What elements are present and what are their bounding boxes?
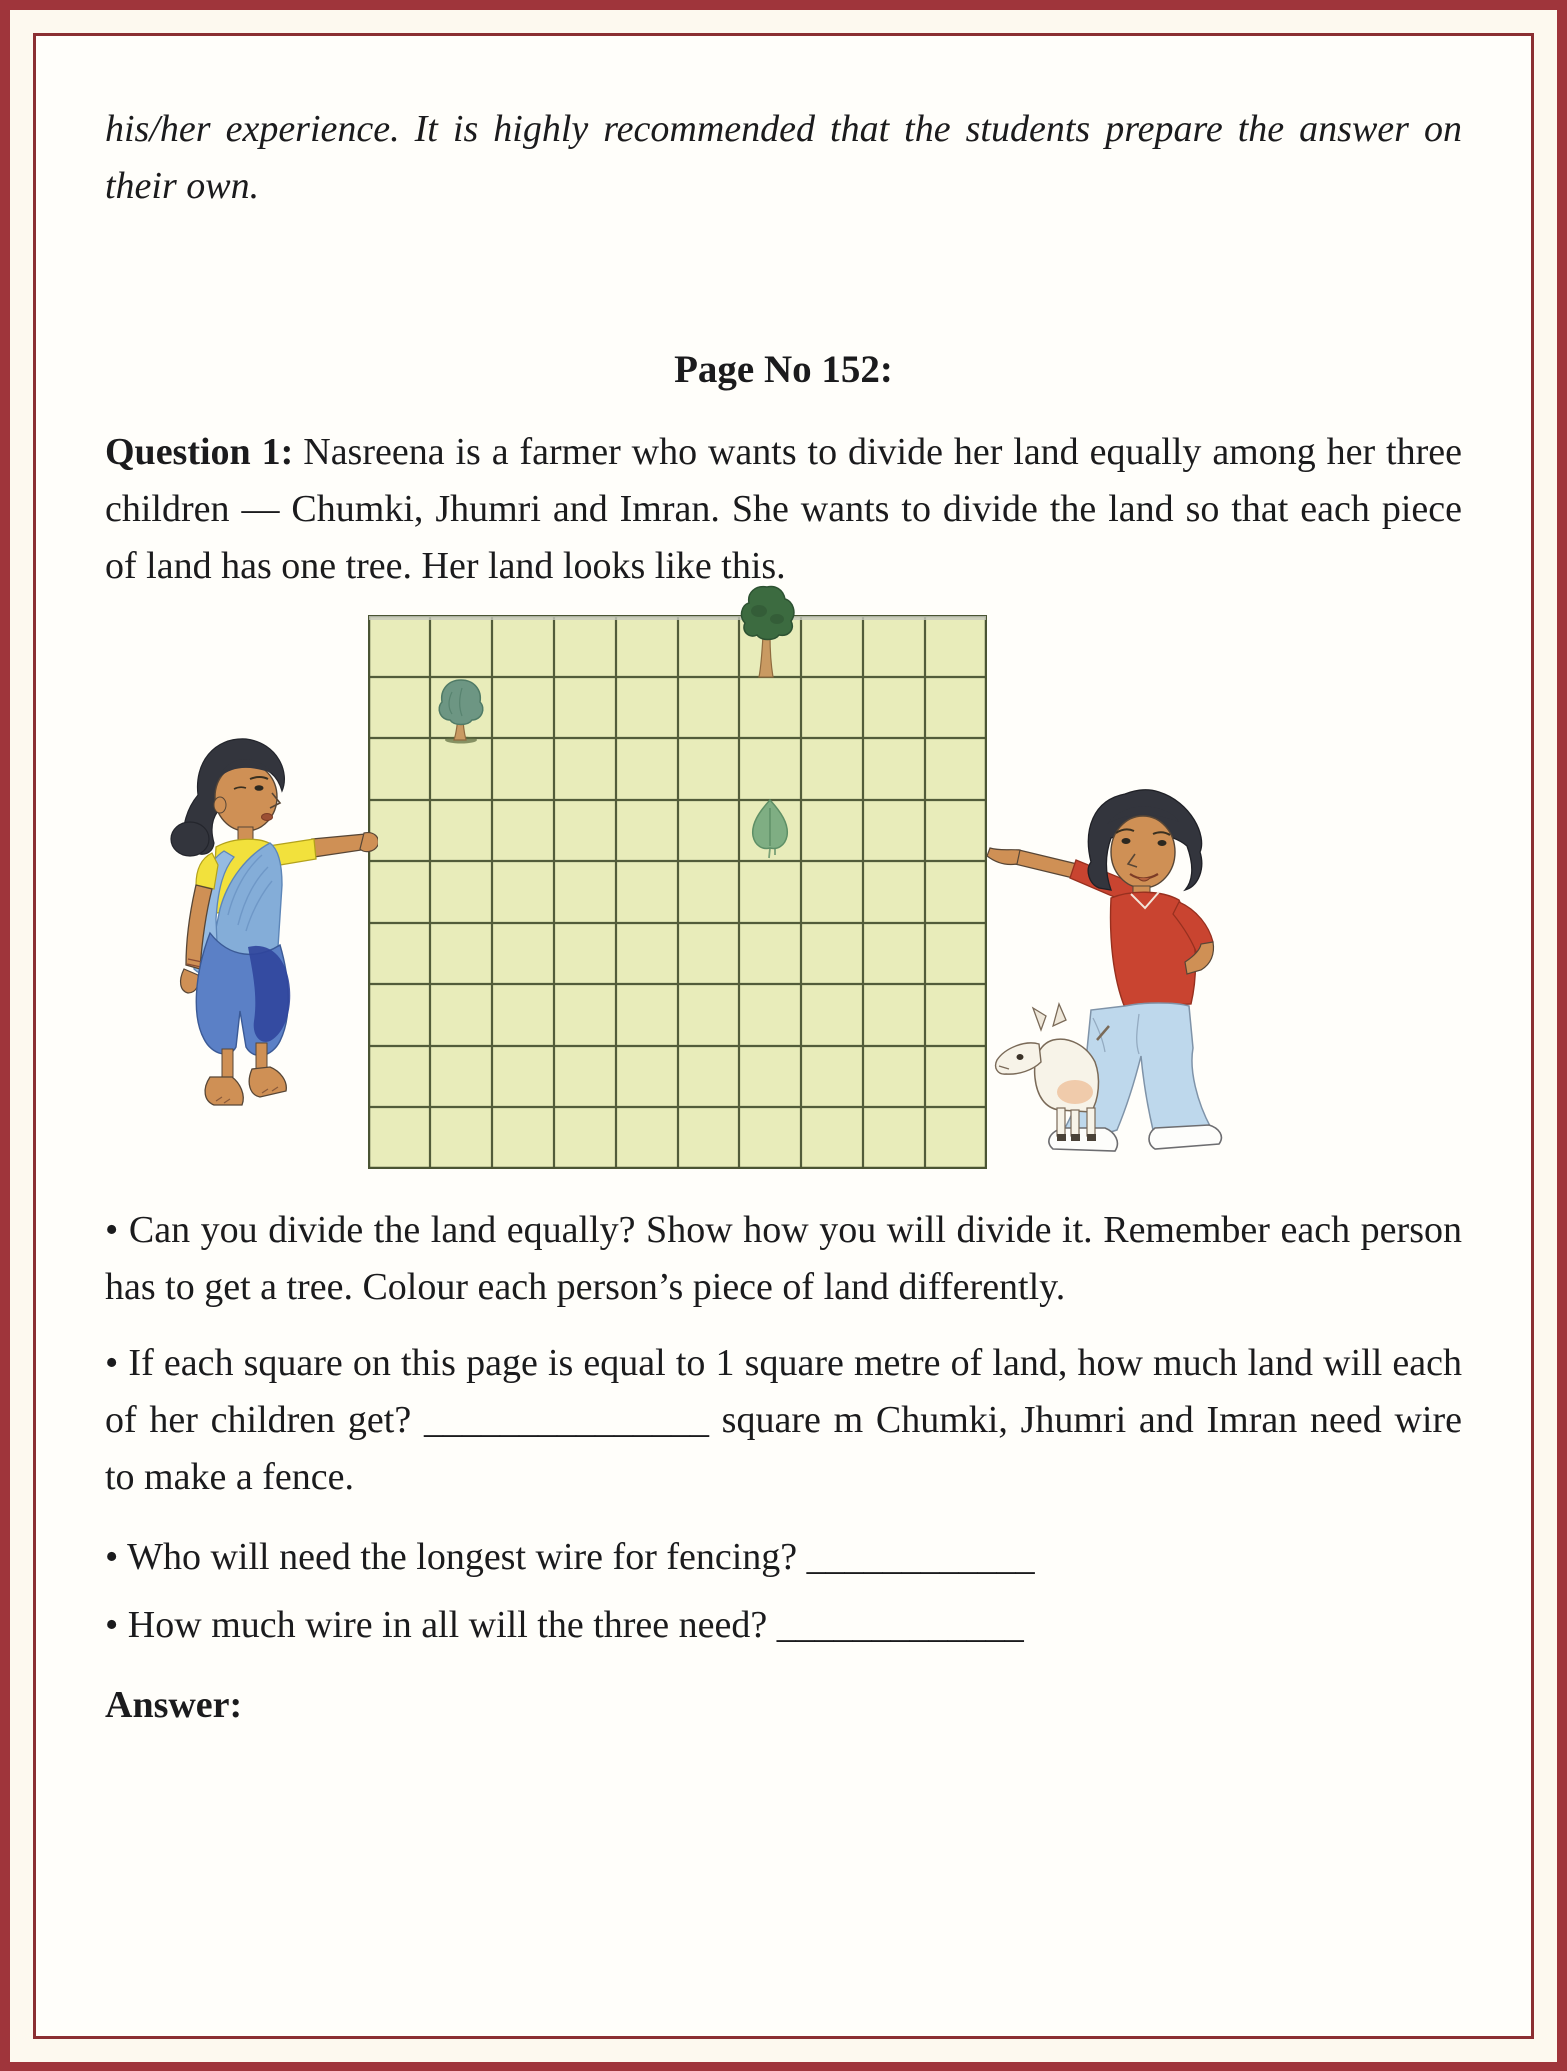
round-tree <box>432 678 490 744</box>
bullet-square-metre: • If each square on this page is equal to 1 square metre of land, how much land will each of her children get? _______________ square m Chumki, Jhumri and Imran need wire to make a fence. <box>105 1342 1462 1498</box>
page-frame <box>33 33 1534 2039</box>
goat-hoof <box>1057 1134 1066 1141</box>
goat-hoof <box>1087 1134 1096 1141</box>
intro-note: his/her experience. It is highly recommended that the students prepare the answer on their own. <box>105 108 1462 207</box>
bullet-longest-wire: • Who will need the longest wire for fencing? ____________ <box>105 1536 1035 1578</box>
bullet-divide-land: • Can you divide the land equally? Show how you will divide it. Remember each person has to get a tree. Colour each person’s piece of land differently. <box>105 1209 1462 1308</box>
page-mat <box>10 10 1557 2062</box>
page-heading: Page No 152: <box>674 348 893 391</box>
answer-label: Answer: <box>105 1684 243 1726</box>
leaf-tree-icon <box>747 798 793 860</box>
question-label: Question 1: <box>105 431 294 473</box>
woman-in-sari <box>150 733 378 1133</box>
goat-hoof <box>1071 1134 1080 1141</box>
page-content <box>105 36 1462 1734</box>
goat-patch <box>1057 1080 1093 1104</box>
bushy-tree <box>735 583 799 683</box>
question-text: Nasreena is a farmer who wants to divide her land equally among her three children — Chumki, Jhumri and Imran. She wants to divide the land so that each piece of land has one tree. Her land looks like this. <box>105 431 1462 587</box>
bushy-tree-icon <box>735 583 799 683</box>
question-paragraph <box>105 424 1462 595</box>
grid-top-highlight <box>369 616 986 620</box>
child-illustration <box>975 778 1275 1158</box>
bullet-total-wire: • How much wire in all will the three need? _____________ <box>105 1604 1024 1646</box>
woman-illustration <box>150 733 378 1133</box>
leaf-tree <box>747 798 793 860</box>
round-tree-icon <box>432 678 490 744</box>
child-pointing <box>975 778 1275 1158</box>
land-illustration <box>105 595 1462 1180</box>
